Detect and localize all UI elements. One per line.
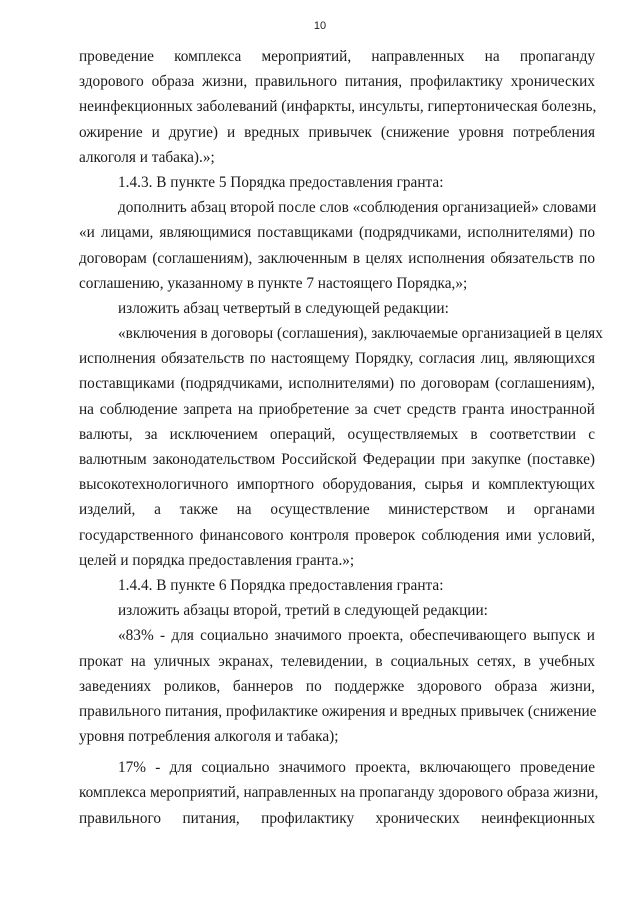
text-line: заведениях роликов, баннеров по поддержке здорового образа жизни, [79, 677, 595, 695]
text-line: дополнить абзац второй после слов «соблюдения организацией» словами [118, 199, 597, 217]
text-line: ожирение и другие) и вредных привычек (снижение уровня потребления [79, 123, 595, 141]
text-line: прокат на уличных экранах, телевидении, в социальных сетях, в учебных [79, 652, 595, 670]
text-line: изложить абзац четвертый в следующей редакции: [118, 299, 449, 317]
text-line: «83% - для социально значимого проекта, обеспечивающего выпуск и [118, 627, 595, 645]
text-line: договорам (соглашениям), заключенным в целях исполнения обязательств по [79, 249, 595, 267]
text-line: правильного питания, профилактику хронических неинфекционных [79, 809, 595, 827]
text-line: правильного питания, профилактике ожирения и вредных привычек (снижение [79, 702, 597, 720]
text-line: государственного финансового контроля проверок соблюдения ими условий, [79, 526, 595, 544]
text-line: целей и порядка предоставления гранта.»; [79, 551, 355, 569]
text-line: проведение комплекса мероприятий, направленных на пропаганду [79, 48, 595, 65]
text-line: высокотехнологичного импортного оборудования, сырья и комплектующих [79, 476, 595, 494]
text-line: изложить абзацы второй, третий в следующей редакции: [118, 602, 488, 620]
text-line: исполнения обязательств по настоящему Порядку, согласия лиц, являющихся [79, 350, 595, 368]
text-line: «и лицами, являющимися поставщиками (подрядчиками, исполнителями) по [79, 224, 595, 242]
text-line: неинфекционных заболеваний (инфаркты, инсульты, гипертоническая болезнь, [79, 98, 597, 116]
section-heading-1-4-3: 1.4.3. В пункте 5 Порядка предоставления гранта: [118, 173, 444, 191]
text-line: соглашению, указанному в пункте 7 настоящего Порядка,»; [79, 274, 468, 292]
text-line: валютным законодательством Российской Федерации при закупке (поставке) [79, 451, 595, 468]
document-body [79, 44, 603, 831]
text-line: комплекса мероприятий, направленных на пропаганду здорового образа жизни, [79, 784, 599, 802]
text-line: «включения в договоры (соглашения), заключаемые организацией в целях [118, 325, 603, 343]
text-line: на соблюдение запрета на приобретение за счет средств гранта иностранной [79, 400, 595, 418]
text-line: уровня потребления алкоголя и табака); [79, 728, 339, 746]
page-number: 10 [313, 20, 327, 32]
text-line: валюты, за исключением операций, осуществляемых в соответствии с [79, 425, 595, 443]
text-line: здорового образа жизни, правильного питания, профилактику хронических [79, 73, 595, 91]
text-line: 17% - для социально значимого проекта, включающего проведение [118, 759, 595, 777]
section-heading-1-4-4: 1.4.4. В пункте 6 Порядка предоставления гранта: [118, 576, 444, 594]
text-line: алкоголя и табака).»; [79, 148, 215, 166]
text-line: поставщиками (подрядчиками, исполнителями) по договорам (соглашениям), [79, 375, 595, 393]
text-line: изделий, а также на осуществление министерством и органами [79, 501, 595, 519]
